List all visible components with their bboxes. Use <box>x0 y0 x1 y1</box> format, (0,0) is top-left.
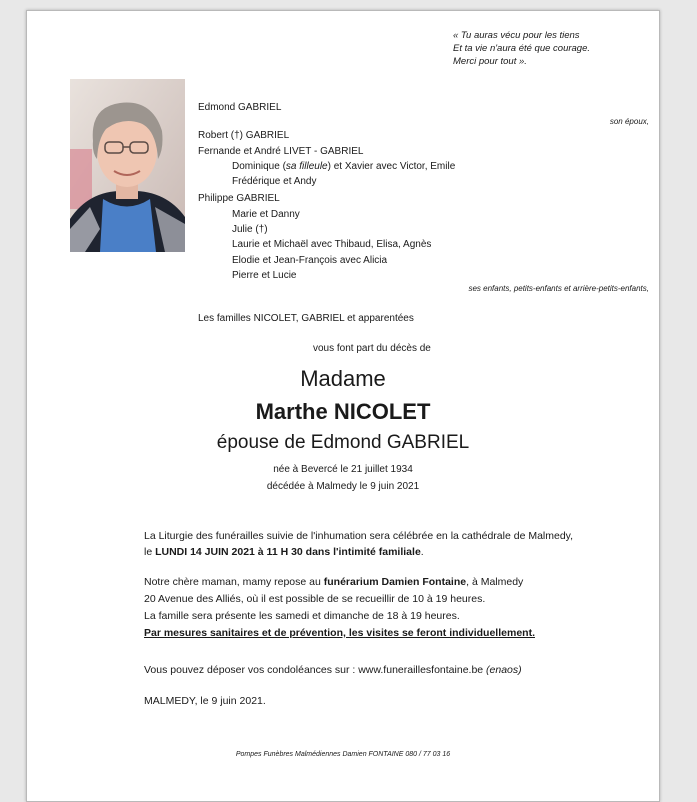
child-3: Philippe GABRIEL <box>198 193 280 204</box>
deceased-spouse: épouse de Edmond GABRIEL <box>216 432 470 453</box>
families-line: Les familles NICOLET, GABRIEL et apparentées <box>198 313 414 324</box>
spouse-name: Edmond GABRIEL <box>198 102 282 113</box>
funeral-home: funérarium Damien Fontaine <box>323 576 467 588</box>
liturgy-date: LUNDI 14 JUIN 2021 à 11 H 30 dans l'intimité familiale <box>155 546 421 558</box>
birth-line: née à Bevercé le 21 juillet 1934 <box>273 464 413 475</box>
deceased-name: Marthe NICOLET <box>255 399 431 424</box>
condolences-line <box>144 662 522 679</box>
grandchild-line-3: Marie et Danny <box>232 209 300 220</box>
obituary-page <box>26 10 660 802</box>
grandchild-line-6: Elodie et Jean-François avec Alicia <box>232 255 388 266</box>
liturgy-line-2 <box>144 544 424 561</box>
liturgy-line-1: La Liturgie des funérailles suivie de l'inhumation sera célébrée en la cathédrale de Malmedy, <box>144 530 574 542</box>
liturgy-post: . <box>420 546 424 558</box>
visitation-line-3: La famille sera présente les samedi et dimanche de 18 à 19 heures. <box>144 610 460 622</box>
funeral-home-footer: Pompes Funèbres Malmédiennes Damien FONTAINE 080 / 77 03 16 <box>235 751 451 758</box>
portrait-photo <box>70 79 185 252</box>
condolences-italic: (enaos) <box>486 664 522 676</box>
child-2: Fernande et André LIVET - GABRIEL <box>198 146 364 157</box>
grandchild-line-7: Pierre et Lucie <box>232 270 297 281</box>
quote-line-2: Et ta vie n'aura été que courage. <box>453 43 591 54</box>
grandchild-1-post: ) et Xavier avec Victor, Emile <box>327 161 456 172</box>
place-date: MALMEDY, le 9 juin 2021. <box>144 695 266 707</box>
spouse-tag: son époux, <box>609 117 649 126</box>
death-line: décédée à Malmedy le 9 juin 2021 <box>266 481 420 492</box>
announcement: vous font part du décès de <box>313 343 431 354</box>
grandchild-line-2: Frédérique et Andy <box>232 176 317 187</box>
portrait-image <box>70 79 185 252</box>
visitation-line-2: 20 Avenue des Alliés, où il est possible de se recueillir de 10 à 19 heures. <box>144 593 486 605</box>
condolences-text: Vous pouvez déposer vos condoléances sur : www.funeraillesfontaine.be <box>144 664 487 676</box>
grandchild-line-4: Julie (†) <box>232 224 268 235</box>
children-tag: ses enfants, petits-enfants et arrière-petits-enfants, <box>468 284 649 293</box>
grandchild-1-pre: Dominique ( <box>232 161 286 172</box>
visitation-line-1 <box>144 574 523 591</box>
grandchild-line-5: Laurie et Michaël avec Thibaud, Elisa, Agnès <box>232 239 432 250</box>
grandchild-1-italic: sa filleule <box>285 161 328 172</box>
grandchild-line-1 <box>232 159 455 174</box>
sanitary-notice: Par mesures sanitaires et de prévention, les visites se feront individuellement. <box>144 627 535 639</box>
quote-line-1: « Tu auras vécu pour les tiens <box>453 30 580 41</box>
child-1: Robert (†) GABRIEL <box>198 130 290 141</box>
visitation-post: , à Malmedy <box>466 576 524 588</box>
liturgy-pre: le <box>144 546 156 558</box>
visitation-pre: Notre chère maman, mamy repose au <box>144 576 324 588</box>
epigraph-quote <box>453 29 590 68</box>
deceased-title: Madame <box>300 366 386 391</box>
quote-line-3: Merci pour tout ». <box>453 56 527 67</box>
